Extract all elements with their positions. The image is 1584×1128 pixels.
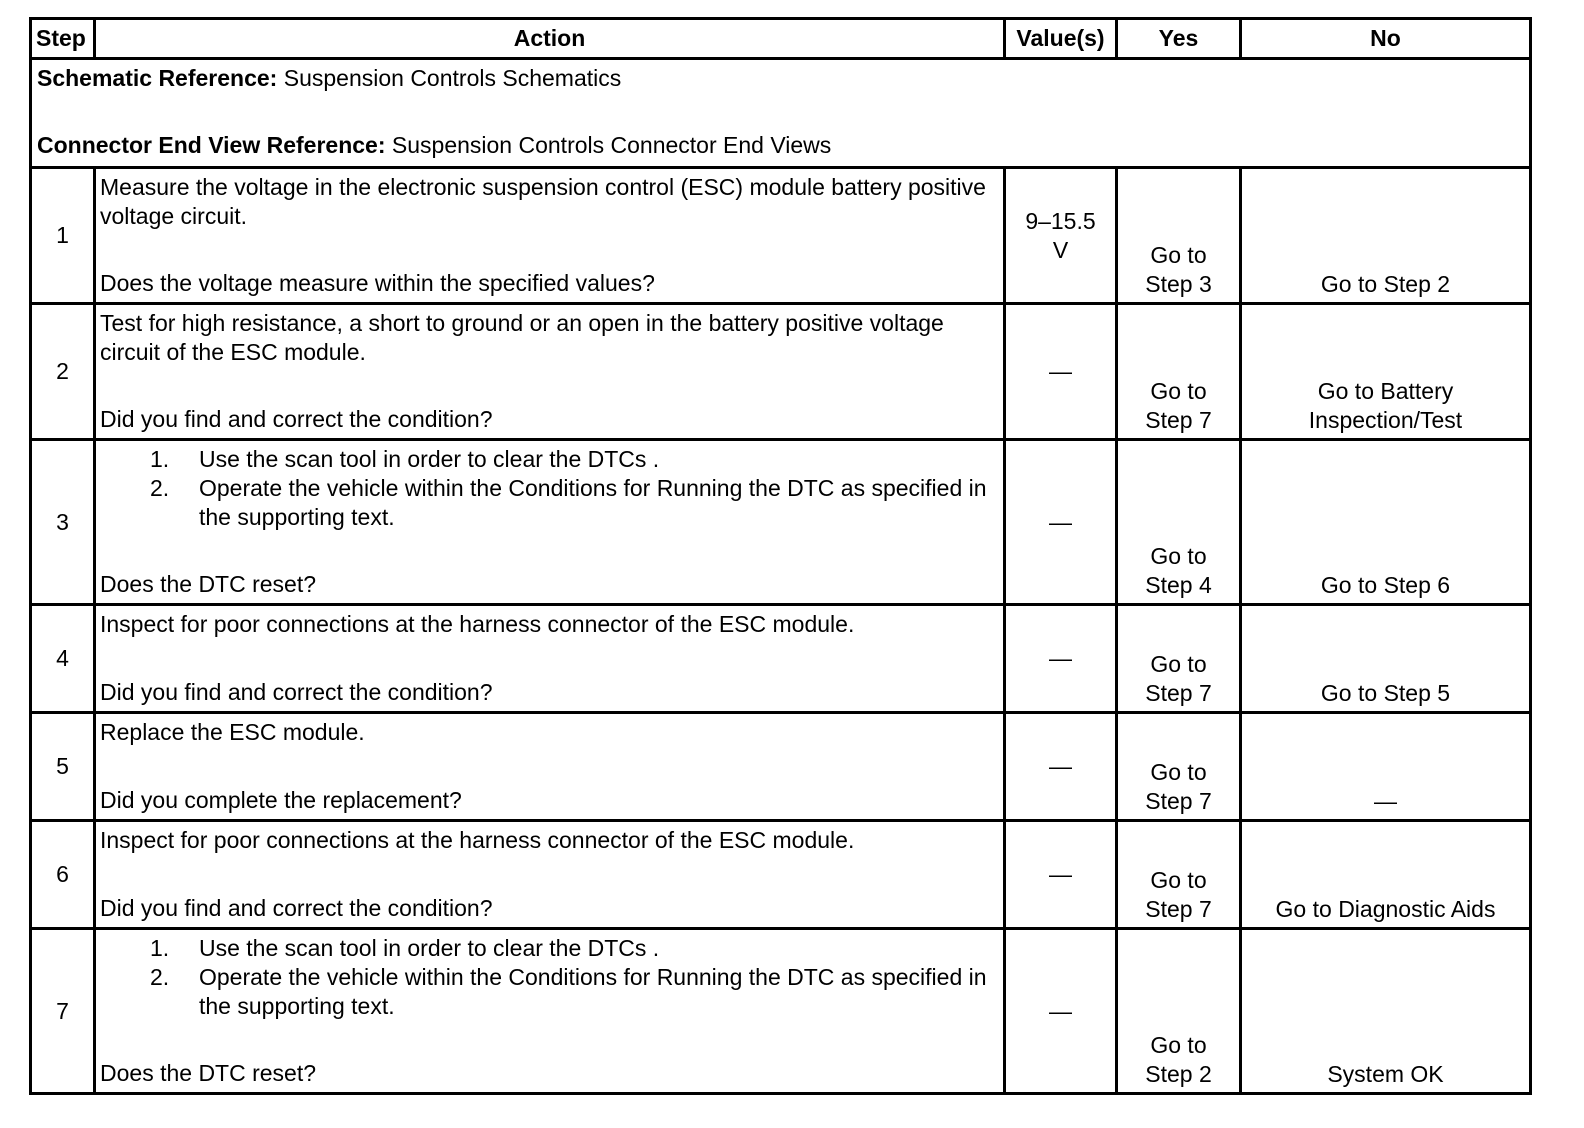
list-item-text: Operate the vehicle within the Conditions for Running the DTC as specified in the supporting text. bbox=[199, 475, 987, 530]
yes-line-1: Go to bbox=[1150, 651, 1207, 677]
no-line-2: Inspection/Test bbox=[1308, 407, 1463, 433]
yes-line-2: Step 2 bbox=[1145, 1061, 1212, 1087]
step-number: 7 bbox=[31, 929, 95, 1094]
step-row-2 bbox=[31, 304, 1531, 440]
step-no bbox=[1241, 929, 1531, 1094]
step-value bbox=[1005, 168, 1117, 304]
list-item-text: Operate the vehicle within the Conditions for Running the DTC as specified in the supporting text. bbox=[199, 964, 987, 1019]
yes-line-2: Step 7 bbox=[1145, 896, 1212, 922]
action-list bbox=[100, 445, 999, 532]
step-number: 2 bbox=[31, 304, 95, 440]
header-yes: Yes bbox=[1117, 19, 1241, 59]
list-item bbox=[100, 963, 999, 1021]
connector-reference-link[interactable]: Suspension Controls Connector End Views bbox=[385, 132, 832, 158]
action-question: Does the DTC reset? bbox=[100, 1060, 317, 1086]
step-row-7 bbox=[31, 929, 1531, 1094]
step-yes[interactable] bbox=[1117, 821, 1241, 929]
list-item-text: Use the scan tool in order to clear the DTCs . bbox=[199, 935, 660, 961]
yes-line-1: Go to bbox=[1150, 242, 1207, 268]
list-item bbox=[100, 474, 999, 532]
list-item bbox=[100, 934, 999, 963]
reference-row bbox=[31, 59, 1531, 168]
step-action bbox=[95, 168, 1005, 304]
yes-line-1: Go to bbox=[1150, 759, 1207, 785]
step-number: 5 bbox=[31, 713, 95, 821]
step-no[interactable] bbox=[1241, 440, 1531, 605]
header-no: No bbox=[1241, 19, 1531, 59]
step-action bbox=[95, 821, 1005, 929]
step-value: — bbox=[1005, 929, 1117, 1094]
reference-cell bbox=[31, 59, 1531, 168]
step-value: — bbox=[1005, 713, 1117, 821]
action-text: Inspect for poor connections at the harness connector of the ESC module. bbox=[100, 611, 855, 637]
no-line-2: — bbox=[1374, 788, 1397, 814]
step-action bbox=[95, 713, 1005, 821]
action-question: Did you complete the replacement? bbox=[100, 787, 462, 813]
step-number: 3 bbox=[31, 440, 95, 605]
yes-line-1: Go to bbox=[1150, 378, 1207, 404]
action-question: Did you find and correct the condition? bbox=[100, 679, 493, 705]
step-action bbox=[95, 929, 1005, 1094]
yes-line-1: Go to bbox=[1150, 543, 1207, 569]
step-action bbox=[95, 304, 1005, 440]
step-yes[interactable] bbox=[1117, 605, 1241, 713]
no-line-2: Go to Step 2 bbox=[1320, 271, 1451, 297]
header-values: Value(s) bbox=[1005, 19, 1117, 59]
list-item bbox=[100, 445, 999, 474]
list-item-number: 2. bbox=[150, 964, 170, 990]
step-number: 1 bbox=[31, 168, 95, 304]
yes-line-1: Go to bbox=[1150, 867, 1207, 893]
step-no[interactable] bbox=[1241, 304, 1531, 440]
action-question: Did you find and correct the condition? bbox=[100, 895, 493, 921]
no-line-1: Go to Battery bbox=[1317, 378, 1454, 404]
diagnostic-table bbox=[29, 17, 1532, 1095]
yes-line-2: Step 7 bbox=[1145, 407, 1212, 433]
step-action bbox=[95, 440, 1005, 605]
yes-line-2: Step 7 bbox=[1145, 788, 1212, 814]
header-row bbox=[31, 19, 1531, 59]
yes-line-1: Go to bbox=[1150, 1032, 1207, 1058]
step-row-4 bbox=[31, 605, 1531, 713]
no-line-2: System OK bbox=[1327, 1061, 1444, 1087]
step-row-5 bbox=[31, 713, 1531, 821]
step-value: — bbox=[1005, 440, 1117, 605]
step-row-1 bbox=[31, 168, 1531, 304]
action-text: Inspect for poor connections at the harness connector of the ESC module. bbox=[100, 827, 855, 853]
action-list bbox=[100, 934, 999, 1021]
action-text: Replace the ESC module. bbox=[100, 719, 365, 745]
step-yes[interactable] bbox=[1117, 929, 1241, 1094]
step-yes[interactable] bbox=[1117, 440, 1241, 605]
list-item-number: 1. bbox=[150, 446, 170, 472]
connector-reference-label: Connector End View Reference: bbox=[37, 132, 386, 158]
list-item-number: 1. bbox=[150, 935, 170, 961]
yes-line-2: Step 4 bbox=[1145, 572, 1212, 598]
step-value: — bbox=[1005, 821, 1117, 929]
step-number: 6 bbox=[31, 821, 95, 929]
action-question: Did you find and correct the condition? bbox=[100, 406, 493, 432]
no-line-2: Go to Diagnostic Aids bbox=[1275, 896, 1496, 922]
action-question: Does the voltage measure within the specified values? bbox=[100, 270, 655, 296]
value-line-1: 9–15.5 bbox=[1025, 207, 1096, 234]
action-question: Does the DTC reset? bbox=[100, 571, 317, 597]
action-text: Measure the voltage in the electronic suspension control (ESC) module battery positive voltage circuit. bbox=[100, 174, 986, 229]
step-yes[interactable] bbox=[1117, 713, 1241, 821]
list-item-text: Use the scan tool in order to clear the DTCs . bbox=[199, 446, 660, 472]
step-yes[interactable] bbox=[1117, 304, 1241, 440]
step-row-3 bbox=[31, 440, 1531, 605]
step-yes[interactable] bbox=[1117, 168, 1241, 304]
no-line-2: Go to Step 6 bbox=[1320, 572, 1451, 598]
step-no[interactable] bbox=[1241, 605, 1531, 713]
step-value: — bbox=[1005, 304, 1117, 440]
schematic-reference bbox=[37, 64, 1524, 93]
step-no[interactable] bbox=[1241, 168, 1531, 304]
header-step: Step bbox=[31, 19, 95, 59]
step-number: 4 bbox=[31, 605, 95, 713]
step-action bbox=[95, 605, 1005, 713]
schematic-reference-link[interactable]: Suspension Controls Schematics bbox=[277, 65, 622, 91]
step-no bbox=[1241, 713, 1531, 821]
step-row-6 bbox=[31, 821, 1531, 929]
yes-line-2: Step 7 bbox=[1145, 680, 1212, 706]
schematic-reference-label: Schematic Reference: bbox=[37, 65, 278, 91]
value-line-2: V bbox=[1052, 236, 1069, 263]
step-value: — bbox=[1005, 605, 1117, 713]
list-item-number: 2. bbox=[150, 475, 170, 501]
no-line-2: Go to Step 5 bbox=[1320, 680, 1451, 706]
header-action: Action bbox=[95, 19, 1005, 59]
yes-line-2: Step 3 bbox=[1145, 271, 1212, 297]
step-no[interactable] bbox=[1241, 821, 1531, 929]
action-text: Test for high resistance, a short to ground or an open in the battery positive voltage circuit of the ESC module. bbox=[100, 310, 944, 365]
connector-reference bbox=[37, 131, 1524, 160]
